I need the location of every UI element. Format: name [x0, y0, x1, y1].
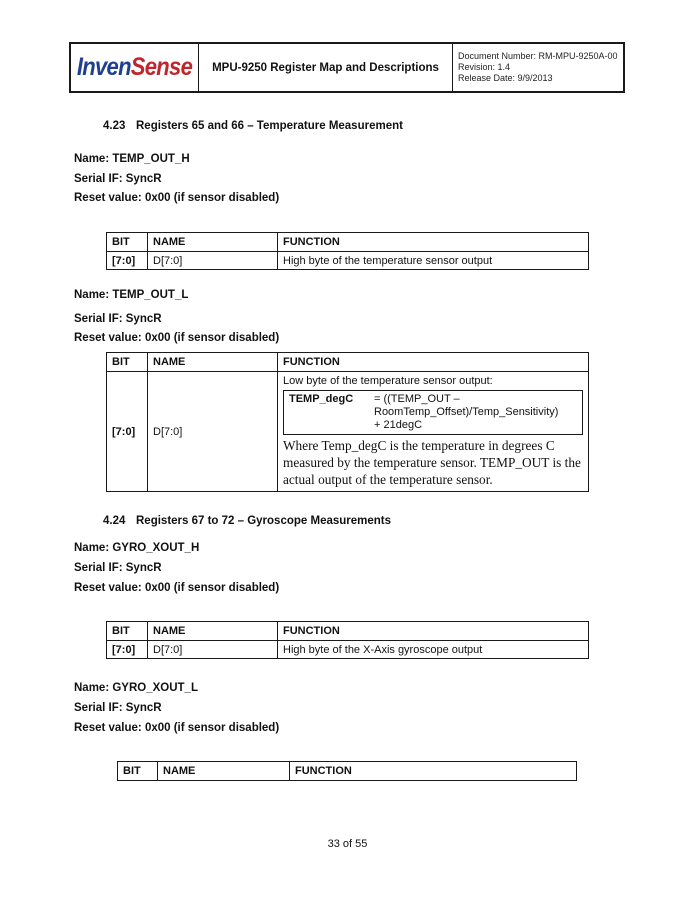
- table-header-row: [107, 233, 589, 252]
- section-heading-4-24: 4.24 Registers 67 to 72 – Gyroscope Measurements: [103, 515, 392, 527]
- header-bit: BIT: [118, 762, 158, 781]
- register-reset-value: Reset value: 0x00 (if sensor disabled): [74, 192, 280, 204]
- logo-cell: [71, 44, 199, 91]
- table-header-row: [107, 622, 589, 641]
- revision: Revision: 1.4: [458, 62, 511, 72]
- header-function: FUNCTION: [278, 233, 589, 252]
- register-serial-if: Serial IF: SyncR: [74, 313, 162, 325]
- document-meta: [453, 44, 623, 91]
- release-date: Release Date: 9/9/2013: [458, 73, 553, 83]
- cell-function: High byte of the X-Axis gyroscope output: [278, 641, 589, 659]
- register-name: Name: TEMP_OUT_H: [74, 153, 190, 165]
- table-row: [107, 641, 589, 659]
- cell-bit: [7:0]: [107, 372, 148, 492]
- register-name: Name: TEMP_OUT_L: [74, 289, 189, 301]
- header-function: FUNCTION: [278, 353, 589, 372]
- register-serial-if: Serial IF: SyncR: [74, 173, 162, 185]
- register-serial-if: Serial IF: SyncR: [74, 702, 162, 714]
- table-header-row: [118, 762, 577, 781]
- register-reset-value: Reset value: 0x00 (if sensor disabled): [74, 722, 280, 734]
- document-number: Document Number: RM-MPU-9250A-00: [458, 51, 618, 61]
- cell-name: D[7:0]: [148, 372, 278, 492]
- register-table-gyro-xout-l: [117, 761, 577, 781]
- section-heading-4-23: 4.23 Registers 65 and 66 – Temperature Measurement: [103, 120, 403, 132]
- register-table-gyro-xout-h: [106, 621, 589, 659]
- temperature-formula: [283, 390, 583, 435]
- header-bit: BIT: [107, 622, 148, 641]
- header-function: FUNCTION: [290, 762, 577, 781]
- register-name: Name: GYRO_XOUT_L: [74, 682, 198, 694]
- formula-expression: = ((TEMP_OUT – RoomTemp_Offset)/Temp_Sensitivity) + 21degC: [374, 393, 559, 431]
- cell-bit: [7:0]: [107, 641, 148, 659]
- register-reset-value: Reset value: 0x00 (if sensor disabled): [74, 332, 280, 344]
- register-reset-value: Reset value: 0x00 (if sensor disabled): [74, 582, 280, 594]
- cell-function: High byte of the temperature sensor output: [278, 252, 589, 270]
- header-bit: BIT: [107, 233, 148, 252]
- document-title: MPU-9250 Register Map and Descriptions: [199, 44, 453, 91]
- header-bit: BIT: [107, 353, 148, 372]
- register-name: Name: GYRO_XOUT_H: [74, 542, 200, 554]
- header-name: NAME: [158, 762, 290, 781]
- header-function: FUNCTION: [278, 622, 589, 641]
- table-header-row: [107, 353, 589, 372]
- register-table-temp-out-l: [106, 352, 589, 492]
- table-row: [107, 252, 589, 270]
- header-name: NAME: [148, 233, 278, 252]
- invensense-logo: InvenSense: [76, 53, 193, 81]
- table-row: [107, 372, 589, 492]
- register-table-temp-out-h: [106, 232, 589, 270]
- register-serial-if: Serial IF: SyncR: [74, 562, 162, 574]
- cell-name: D[7:0]: [148, 641, 278, 659]
- function-text: Low byte of the temperature sensor output:: [283, 375, 493, 387]
- header-name: NAME: [148, 622, 278, 641]
- cell-name: D[7:0]: [148, 252, 278, 270]
- page-number: 33 of 55: [327, 838, 368, 850]
- document-header: [69, 42, 625, 93]
- cell-bit: [7:0]: [107, 252, 148, 270]
- formula-name: TEMP_degC: [289, 393, 354, 405]
- formula-note: Where Temp_degC is the temperature in degrees C measured by the temperature sensor. TEMP_OUT is the actual output of the temperature sensor.: [283, 438, 581, 487]
- header-name: NAME: [148, 353, 278, 372]
- cell-function: [278, 372, 589, 492]
